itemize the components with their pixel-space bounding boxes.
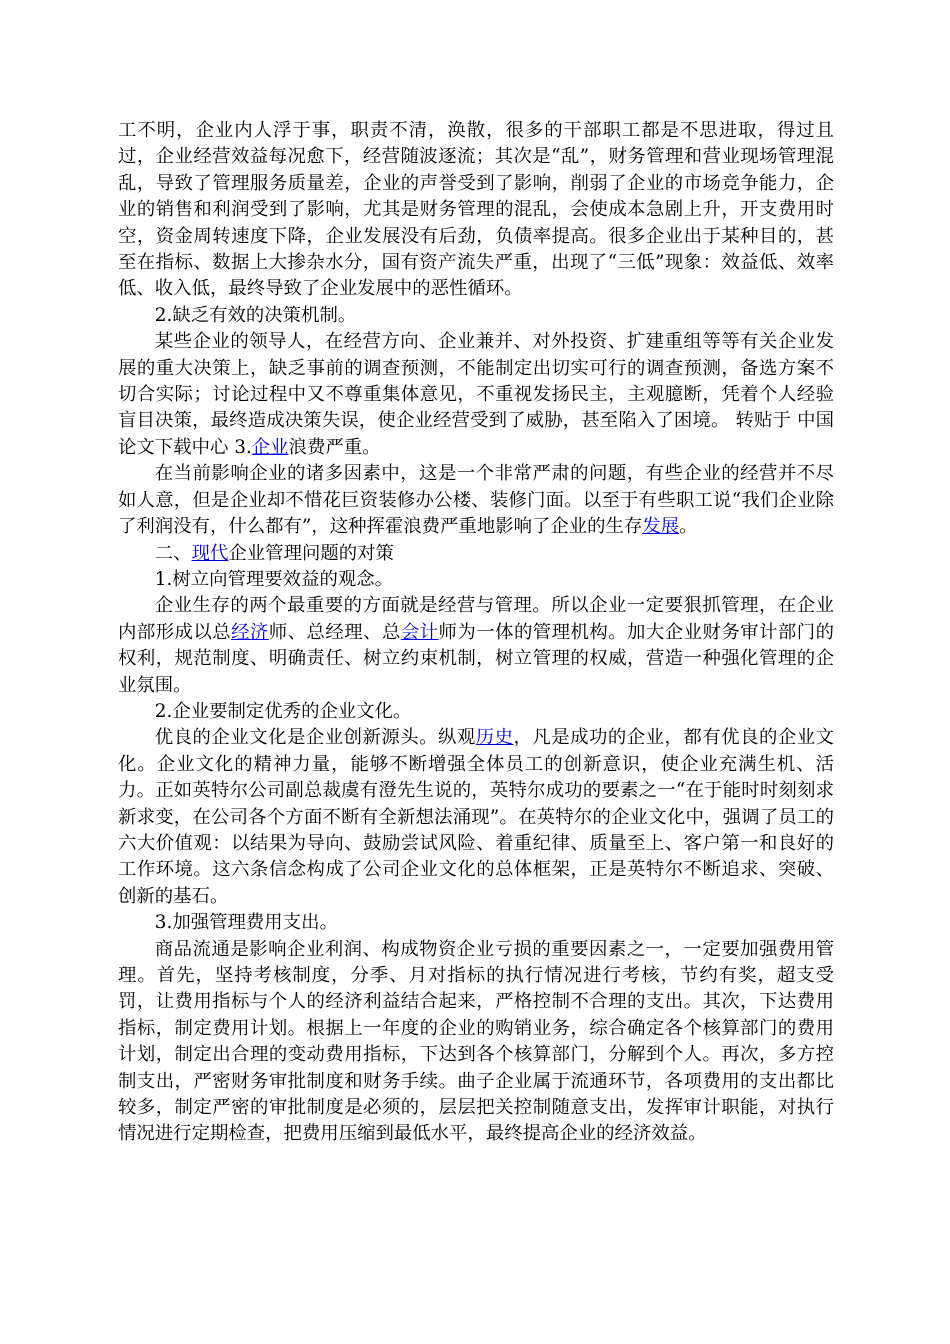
paragraph: [118, 461, 834, 540]
paragraph-text: 工不明，企业内人浮于事，职责不清，涣散，很多的干部职工都是不思进取，得过且过，企业经营效益每况愈下，经营随波逐流；其次是“乱”，财务管理和营业现场管理混乱，导致了管理服务质量差，企业的声誉受到了影响，削弱了企业的市场竞争能力，企业的销售和利润受到了影响，尤其是财务管理的混乱，会使成本急剧上升，开支费用时空，资金周转速度下降，企业发展没有后劲，负债率提高。很多企业出于某种目的，甚至在指标、数据上大掺杂水分，国有资产流失严重，出现了“三低”现象：效益低、效率低、收入低，最终导致了企业发展中的恶性循环。: [118, 120, 834, 300]
paragraph-text: 企业生存的两个最重要的方面就是经营与管理。所以企业一定要狠抓管理，在企业内部形成以总: [118, 595, 834, 643]
paragraph-text: ，凡是成功的企业，都有优良的企业文化。企业文化的精神力量，能够不断增强全体员工的创新意识，使企业充满生机、活力。正如英特尔公司副总裁虞有澄先生说的，英特尔成功的要素之一“在于能时时刻刻求新求变，在公司各个方面不断有全新想法涌现”。在英特尔的企业文化中，强调了员工的六大价值观：以结果为导向、鼓励尝试风险、着重纪律、质量至上、客户第一和良好的工作环境。这六条信念构成了公司企业文化的总体框架，正是英特尔不断追求、突破、创新的基石。: [118, 727, 834, 907]
paragraph-text: 1.树立向管理要效益的观念。: [154, 568, 394, 590]
paragraph: [118, 725, 834, 910]
paragraph: [118, 118, 834, 303]
paragraph-text: 师为一体的管理机构。加大企业财务审计部门的权利，规范制度、明确责任、树立约束机制，树立管理的权威，营造一种强化管理的企业氛围。: [118, 621, 834, 696]
paragraph: [118, 910, 834, 936]
paragraph-text: 浪费严重。: [288, 436, 381, 458]
paragraph-text: 2.缺乏有效的决策机制。: [154, 304, 357, 326]
paragraph-text: 。: [679, 516, 698, 538]
paragraph-text: 企业管理问题的对策: [228, 542, 394, 564]
paragraph-text: 某些企业的领导人，在经营方向、企业兼并、对外投资、扩建重组等等有关企业发展的重大决策上，缺乏事前的调查预测，不能制定出切实可行的调查预测，备选方案不切合实际；讨论过程中又不尊重集体意见，不重视发扬民主，主观臆断，凭着个人经验盲目决策，最终造成决策失误，使企业经营受到了威胁，甚至陷入了困境。 转贴于 中国论文下载中心 3.: [118, 331, 834, 458]
paragraph-text: 师、总经理、总: [268, 621, 401, 643]
paragraph: [118, 699, 834, 725]
paragraph-text: 在当前影响企业的诸多因素中，这是一个非常严肃的问题，有些企业的经营并不尽如人意，但是企业却不惜花巨资装修办公楼、装修门面。以至于有些职工说“我们企业除了利润没有，什么都有”，这种挥霍浪费严重地影响了企业的生存: [118, 463, 834, 538]
inline-link[interactable]: 现代: [191, 542, 229, 564]
paragraph: [118, 329, 834, 461]
paragraph: [118, 541, 834, 567]
inline-link[interactable]: 历史: [475, 727, 514, 749]
paragraph: [118, 593, 834, 699]
document-body: [118, 118, 834, 1148]
inline-link[interactable]: 会计: [400, 621, 439, 643]
paragraph-text: 2.企业要制定优秀的企业文化。: [154, 700, 412, 722]
inline-link[interactable]: 企业: [251, 436, 289, 458]
inline-link[interactable]: 经济: [231, 621, 269, 643]
paragraph: [118, 937, 834, 1148]
paragraph-text: 优良的企业文化是企业创新源头。纵观: [154, 727, 476, 749]
paragraph-text: 二、: [154, 542, 192, 564]
paragraph: [118, 303, 834, 329]
paragraph-text: 3.加强管理费用支出。: [154, 912, 338, 934]
paragraph: [118, 567, 834, 593]
paragraph-text: 商品流通是影响企业利润、构成物资企业亏损的重要因素之一，一定要加强费用管理。首先，坚持考核制度，分季、月对指标的执行情况进行考核，节约有奖，超支受罚，让费用指标与个人的经济利益结合起来，严格控制不合理的支出。其次，下达费用指标，制定费用计划。根据上一年度的企业的购销业务，综合确定各个核算部门的费用计划，制定出合理的变动费用指标，下达到各个核算部门，分解到个人。再次，多方控制支出，严密财务审批制度和财务手续。曲子企业属于流通环节，各项费用的支出都比较多，制定严密的审批制度是必须的，层层把关控制随意支出，发挥审计职能，对执行情况进行定期检查，把费用压缩到最低水平，最终提高企业的经济效益。: [118, 938, 834, 1145]
inline-link[interactable]: 发展: [642, 516, 680, 538]
